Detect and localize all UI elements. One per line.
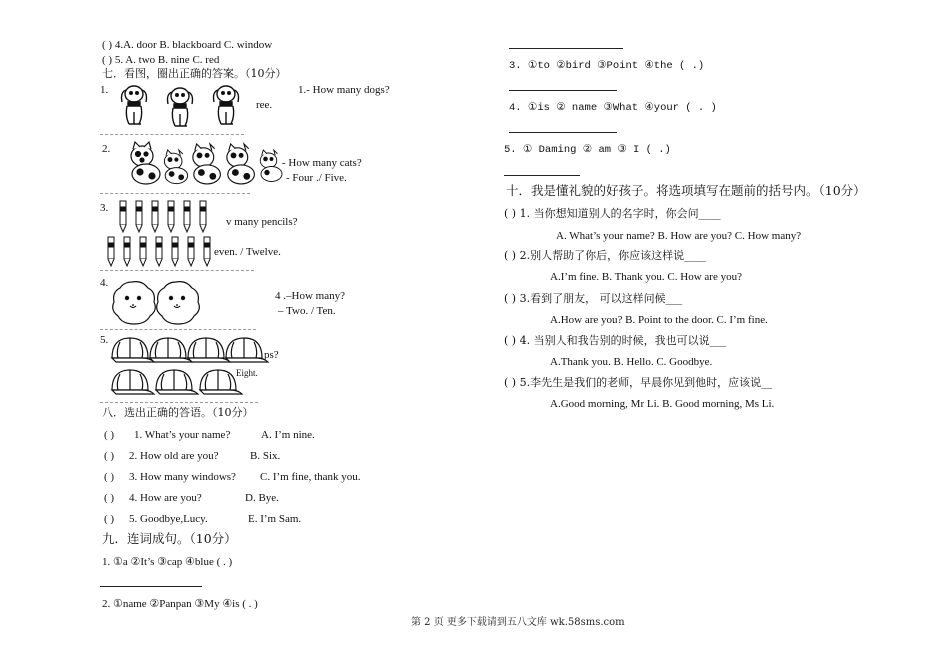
divider bbox=[100, 193, 250, 194]
q3-answer-options: even. / Twelve. bbox=[214, 246, 281, 258]
q2-answer-options: - Four ./ Five. bbox=[286, 172, 347, 184]
section9-item-5: 5. ① Daming ② am ③ I ( .) bbox=[504, 144, 671, 156]
pencils-image bbox=[114, 199, 224, 269]
section9-item-3: 3. ①to ②bird ③Point ④the ( .) bbox=[509, 60, 705, 72]
divider bbox=[100, 270, 254, 271]
answer-line[interactable] bbox=[100, 586, 202, 587]
section10-item-5-options: A.Good morning, Mr Li. B. Good morning, Ms Li. bbox=[550, 398, 775, 410]
section9-item-1: 1. ①a ②It’s ③cap ④blue ( . ) bbox=[102, 556, 233, 568]
section6-item-4: ( ) 4.A. door B. blackboard C. window bbox=[102, 39, 273, 51]
divider bbox=[100, 402, 258, 403]
answer-bracket[interactable]: ( ) bbox=[104, 429, 115, 441]
section10-item-3-question: ( ) 3.看到了朋友， 可以这样问候___ bbox=[504, 292, 683, 305]
q2-number: 2. bbox=[102, 143, 111, 155]
section10-item-2-question: ( ) 2.别人帮助了你后，你应该这样说____ bbox=[504, 249, 707, 262]
answer-line[interactable] bbox=[509, 48, 623, 49]
answer-option: A. I’m nine. bbox=[261, 429, 315, 441]
section6-item-5: ( ) 5. A. two B. nine C. red bbox=[102, 54, 220, 66]
answer-bracket[interactable]: ( ) bbox=[104, 492, 115, 504]
section10-item-1-question: ( ) 1. 当你想知道别人的名字时，你会问____ bbox=[504, 207, 721, 220]
answer-option: B. Six. bbox=[250, 450, 281, 462]
q1-number: 1. bbox=[100, 84, 109, 96]
q3-question: v many pencils? bbox=[226, 216, 298, 228]
question-text: 4. How are you? bbox=[129, 492, 202, 504]
q3-number: 3. bbox=[100, 202, 109, 214]
q1-answer-options: ree. bbox=[256, 99, 273, 111]
divider bbox=[100, 134, 244, 135]
answer-option: C. I’m fine, thank you. bbox=[260, 471, 361, 483]
section10-item-4-options: A.Thank you. B. Hello. C. Goodbye. bbox=[550, 356, 713, 368]
section10-item-5-question: ( ) 5.李先生是我们的老师，早晨你见到他时，应该说__ bbox=[504, 376, 773, 389]
answer-option: D. Bye. bbox=[245, 492, 279, 504]
section10-item-3-options: A.How are you? B. Point to the door. C. I’m fine. bbox=[550, 314, 768, 326]
answer-option: E. I’m Sam. bbox=[248, 513, 302, 525]
section9-item-4: 4. ①is ② name ③What ④your ( . ) bbox=[509, 102, 717, 114]
section10-item-4-question: ( ) 4. 当别人和我告别的时候，我也可以说___ bbox=[504, 334, 727, 347]
answer-bracket[interactable]: ( ) bbox=[104, 450, 115, 462]
question-text: 1. What’s your name? bbox=[134, 429, 231, 441]
section9-item-2: 2. ①name ②Panpan ③My ④is ( . ) bbox=[102, 598, 258, 610]
q5-question: ps? bbox=[264, 349, 279, 361]
q5-number: 5. bbox=[100, 334, 109, 346]
divider bbox=[100, 329, 256, 330]
answer-bracket[interactable]: ( ) bbox=[104, 471, 115, 483]
q5-answer-options: Eight. bbox=[236, 368, 258, 378]
answer-line[interactable] bbox=[509, 90, 617, 91]
section7-title: 七．看图，圈出正确的答案。（10分） bbox=[102, 67, 287, 80]
question-text: 3. How many windows? bbox=[129, 471, 236, 483]
section9-title: 九．连词成句。（10分） bbox=[102, 531, 237, 546]
answer-line[interactable] bbox=[509, 132, 617, 133]
cats-image bbox=[128, 140, 284, 186]
page-footer: 第 2 页 更多下载请到五八文库 wk.58sms.com bbox=[411, 617, 625, 628]
q2-question: - How many cats? bbox=[282, 157, 362, 169]
q4-question: 4 .–How many? bbox=[275, 290, 345, 302]
answer-bracket[interactable]: ( ) bbox=[104, 513, 115, 525]
section10-item-1-options: A. What’s your name? B. How are you? C. How many? bbox=[556, 230, 802, 242]
section8-title: 八．选出正确的答语。（10分） bbox=[102, 406, 254, 419]
dogs-image bbox=[116, 80, 256, 128]
question-text: 5. Goodbye,Lucy. bbox=[129, 513, 208, 525]
section10-title: 十．我是懂礼貌的好孩子。将选项填写在题前的括号内。（10分） bbox=[506, 183, 866, 198]
question-text: 2. How old are you? bbox=[129, 450, 219, 462]
section10-item-2-options: A.I’m fine. B. Thank you. C. How are you? bbox=[550, 271, 742, 283]
lions-image bbox=[110, 278, 202, 324]
q4-answer-options: – Two. / Ten. bbox=[278, 305, 336, 317]
q4-number: 4. bbox=[100, 277, 109, 289]
q1-question: 1.- How many dogs? bbox=[298, 84, 390, 96]
answer-line[interactable] bbox=[504, 175, 580, 176]
